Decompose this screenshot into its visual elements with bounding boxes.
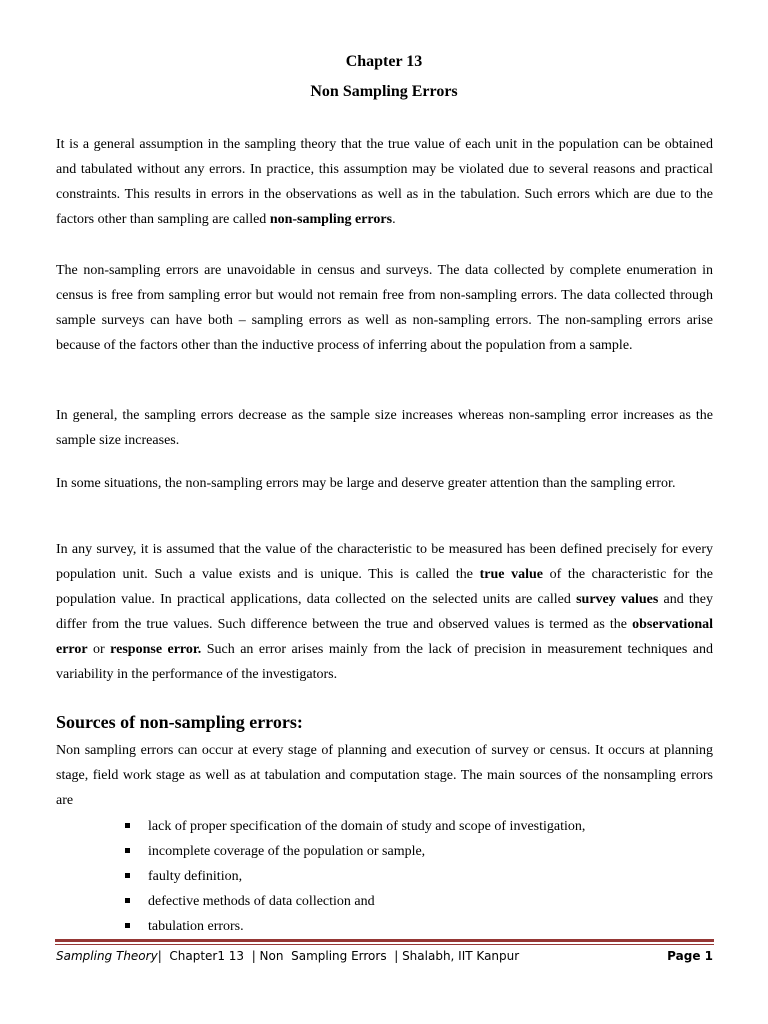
footer-rule-thin [55,944,714,945]
chapter-title: Non Sampling Errors [310,83,458,100]
term-survey-values: survey values [576,592,659,607]
square-bullet-icon [125,848,130,853]
paragraph-text: and they differ from the true values. Such difference between the true and observed values is termed as the [56,592,713,632]
list-item-text: faulty definition, [148,869,243,884]
square-bullet-icon [125,923,130,928]
term-true-value: true value [479,567,543,582]
sources-list [122,814,585,939]
paragraph-unavoidable: The non-sampling errors are unavoidable in census and surveys. The data collected by complete enumeration in census is free from sampling error but would not remain free from non-sampling errors. The data collected through sample surveys can have both – sampling errors as well as non-sampling errors. The non-sampling errors arise because of the factors other than the inductive process of inferring about the population from a sample. [56,263,713,353]
footer-chapter-info: Chapter1 13 | Non Sampling Errors | Shalabh, IIT Kanpur [161,949,520,963]
paragraph-text: It is a general assumption in the sampling theory that the true value of each unit in the population can be obtained and tabulated without any errors. In practice, this assumption may be violated due to several reasons and practical constraints. This results in errors in the observations as well as in the tabulation. Such errors which are due to the factors other than sampling are called [56,137,713,227]
list-item [122,889,585,914]
term-response-error: response error. [110,642,202,657]
paragraph-sources-intro: Non sampling errors can occur at every stage of planning and execution of survey or census. It occurs at planning stage, field work stage as well as at tabulation and computation stage. The main sources of the nonsampling errors are [56,743,713,808]
list-item-text: incomplete coverage of the population or sample, [148,844,426,859]
term-non-sampling-errors: non-sampling errors [269,212,393,227]
section-heading: Sources of non-sampling errors: [56,712,303,732]
paragraph-text: In any survey, it is assumed that the value of the characteristic to be measured has been defined precisely for every population unit. Such a value exists and is unique. This is called the [56,542,713,582]
paragraph-true-value [56,537,713,687]
square-bullet-icon [125,873,130,878]
square-bullet-icon [125,898,130,903]
paragraph-text: Such an error arises mainly from the lack of precision in measurement techniques and variability in the performance of the investigators. [56,642,713,682]
list-item [122,864,585,889]
list-item-text: lack of proper specification of the domain of study and scope of investigation, [148,819,586,834]
footer-running-title [56,947,519,965]
footer-rule-thick [55,939,714,942]
list-item [122,814,585,839]
list-item [122,914,585,939]
paragraph-text: or [87,642,111,657]
footer-book-title: Sampling Theory [56,949,158,963]
paragraph-intro [56,132,713,232]
list-item [122,839,585,864]
paragraph-sample-size: In general, the sampling errors decrease as the sample size increases whereas non-sampling error increases as the sample size increases. [56,408,713,448]
chapter-number: Chapter 13 [345,53,423,70]
paragraph-text: of the characteristic for the population value. In practical applications, data collected on the selected units are called [56,567,713,607]
footer-separator: | [157,949,162,963]
term-observational-error: observational error [56,617,713,657]
list-item-text: defective methods of data collection and [148,894,375,909]
paragraph-situations: In some situations, the non-sampling errors may be large and deserve greater attention than the sampling error. [56,476,676,491]
page-number: Page 1 [667,949,713,963]
page-footer [56,947,713,965]
paragraph-text: . [392,212,396,227]
list-item-text: tabulation errors. [148,919,244,934]
square-bullet-icon [125,823,130,828]
